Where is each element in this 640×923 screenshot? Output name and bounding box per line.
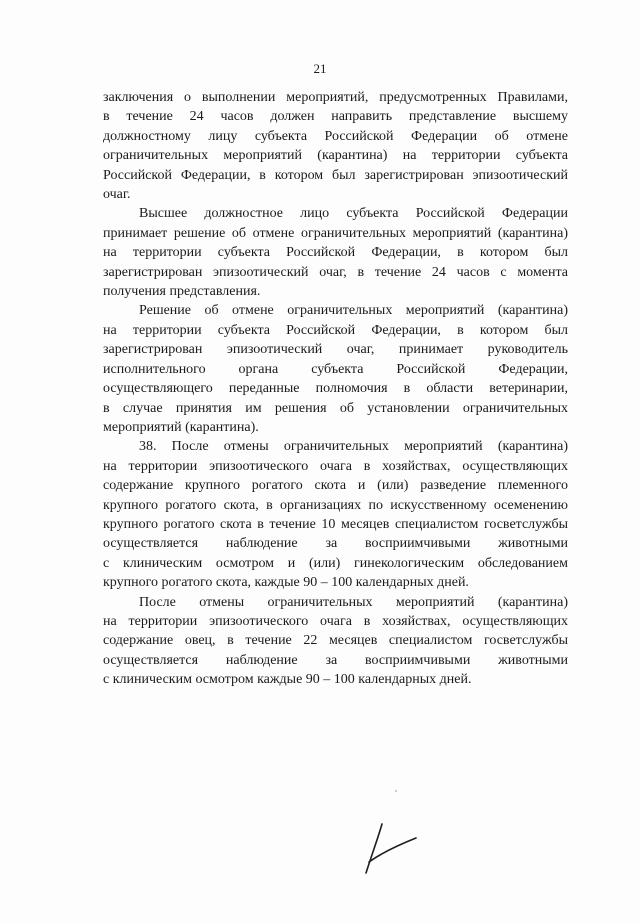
text-line: с клиническим осмотром и (или) гинекологическим обследованием [103, 555, 568, 571]
text-line: на территории эпизоотического очага в хозяйствах, осуществляющих [103, 458, 568, 474]
page-number: 21 [313, 61, 327, 76]
text-line: принимает решение об отмене ограничительных мероприятий (карантина) [103, 225, 568, 241]
text-line: исполнительного органа субъекта Российской Федерации, [103, 361, 568, 377]
text-line: ограничительных мероприятий (карантина) на территории субъекта [103, 148, 568, 164]
text-line: Высшее должностное лицо субъекта Российской Федерации [139, 206, 568, 222]
scan-speck [395, 790, 397, 792]
text-line: на территории эпизоотического очага в хозяйствах, осуществляющих [103, 613, 568, 629]
paragraph-5 [103, 593, 568, 690]
text-line: крупного рогатого скота, каждые 90 – 100 календарных дней. [103, 575, 469, 591]
text-line: содержание крупного рогатого скота и (или) разведение племенного [103, 478, 568, 494]
text-line: зарегистрирован эпизоотический очаг, в течение 24 часов с момента [103, 264, 568, 280]
text-line: После отмены ограничительных мероприятий (карантина) [139, 594, 568, 610]
paragraph-1 [103, 88, 568, 204]
text-line: на территории субъекта Российской Федерации, в котором был [103, 322, 568, 338]
text-line: Российской Федерации, в котором был зарегистрирован эпизоотический [103, 167, 568, 183]
text-line: осуществляющего переданные полномочия в области ветеринарии, [103, 381, 568, 397]
document-body [103, 88, 568, 690]
paragraph-3 [103, 301, 568, 437]
signature-mark [360, 818, 420, 878]
text-line: мероприятий (карантина). [103, 419, 259, 435]
text-line: осуществляется наблюдение за восприимчивыми животными [103, 536, 568, 552]
text-line: заключения о выполнении мероприятий, предусмотренных Правилами, [103, 90, 568, 105]
text-line: крупного рогатого скота в течение 10 месяцев специалистом госветслужбы [103, 516, 568, 532]
text-line: крупного рогатого скота, в организациях по искусственному осеменению [103, 497, 568, 513]
text-line: очаг. [103, 187, 131, 203]
text-line: в случае принятия им решения об установлении ограничительных [103, 400, 568, 416]
text-line: должностному лицу субъекта Российской Федерации об отмене [103, 128, 568, 144]
text-line: получения представления. [103, 284, 261, 300]
text-line: осуществляется наблюдение за восприимчивыми животными [103, 652, 568, 668]
text-line: в течение 24 часов должен направить представление высшему [103, 109, 568, 125]
text-line: Решение об отмене ограничительных мероприятий (карантина) [139, 303, 568, 319]
text-line: зарегистрирован эпизоотический очаг, принимает руководитель [103, 342, 568, 358]
paragraph-38 [103, 437, 568, 592]
paragraph-2 [103, 204, 568, 301]
text-line: 38. После отмены ограничительных мероприятий (карантина) [139, 439, 568, 455]
text-line: на территории субъекта Российской Федерации, в котором был [103, 245, 568, 261]
text-line: с клиническим осмотром каждые 90 – 100 календарных дней. [103, 672, 472, 688]
text-line: содержание овец, в течение 22 месяцев специалистом госветслужбы [103, 633, 568, 649]
